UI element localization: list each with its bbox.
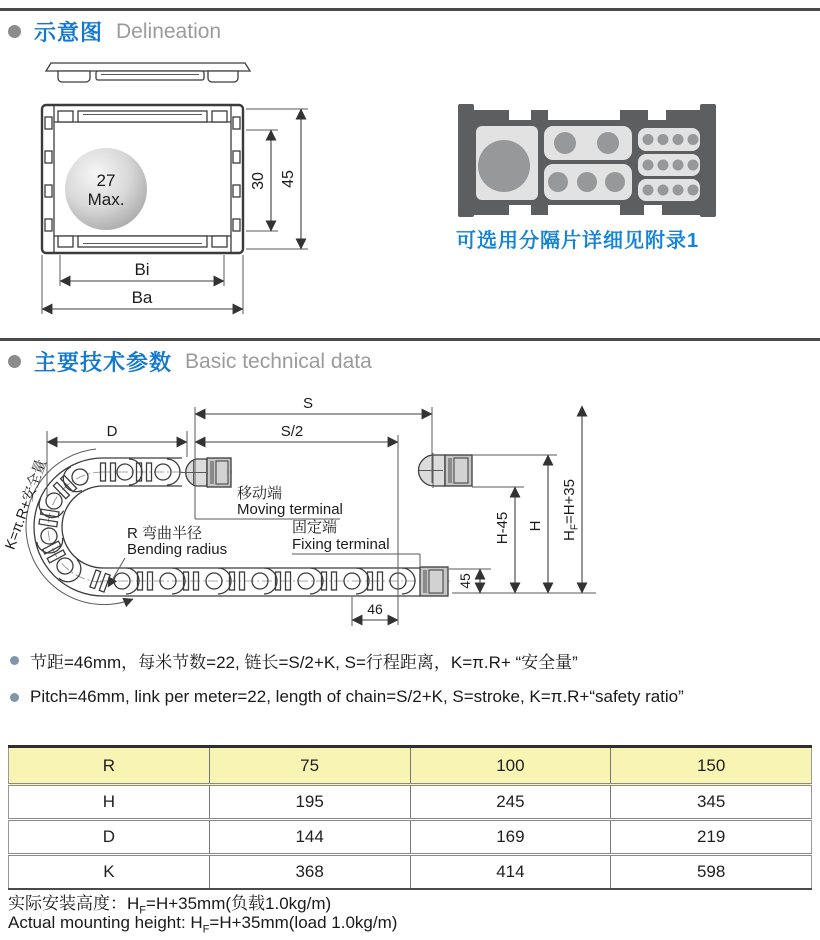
table-cell: 414 xyxy=(410,855,611,890)
table-header-cell: 75 xyxy=(209,747,410,785)
svg-text:Fixing terminal: Fixing terminal xyxy=(292,536,390,553)
moving-terminal-block xyxy=(181,458,231,487)
table-cell: 345 xyxy=(611,785,812,820)
section-divider xyxy=(0,338,820,341)
table-row xyxy=(9,820,812,855)
note-pitch-zh xyxy=(10,648,578,673)
svg-text:移动端: 移动端 xyxy=(237,485,283,502)
separator-graphic xyxy=(452,98,724,223)
table-header-cell: 150 xyxy=(611,747,812,785)
table-row xyxy=(9,785,812,820)
drag-chain-diagram xyxy=(0,385,820,640)
table-cell: 245 xyxy=(410,785,611,820)
svg-text:30: 30 xyxy=(250,172,267,190)
table-cell: K xyxy=(103,862,115,881)
lid-drawing xyxy=(46,63,250,82)
svg-text:R 弯曲半径: R 弯曲半径 xyxy=(127,525,203,542)
table-cell: H xyxy=(102,792,116,811)
terminal-labels xyxy=(108,485,420,587)
spec-table xyxy=(8,745,812,890)
note-text: 节距=46mm，每米节数=22, 链长=S/2+K, S=行程距离，K=π.R+ “安全量” xyxy=(30,653,578,672)
table-cell: D xyxy=(102,827,116,846)
svg-text:S: S xyxy=(302,395,314,412)
section-header-delineation xyxy=(8,16,221,47)
svg-text:S/2: S/2 xyxy=(280,423,304,440)
svg-text:Ba: Ba xyxy=(131,288,153,307)
height-dimensions xyxy=(352,406,596,626)
svg-text:45: 45 xyxy=(457,573,473,589)
svg-text:Bi: Bi xyxy=(134,260,150,279)
svg-text:45: 45 xyxy=(280,170,297,188)
section-title-en: Basic technical data xyxy=(185,349,372,373)
section-header-technical xyxy=(8,346,372,377)
frame-drawing xyxy=(42,105,243,253)
table-cell: 598 xyxy=(611,855,812,890)
k-formula-label: K=π.R+安全量 xyxy=(2,457,50,552)
svg-text:D: D xyxy=(106,423,118,440)
svg-text:固定端: 固定端 xyxy=(292,519,338,536)
section-title-zh: 示意图 xyxy=(34,20,104,45)
svg-text:Bending radius: Bending radius xyxy=(127,541,228,558)
ball-diameter-label: 27 xyxy=(96,171,116,190)
note-text: Pitch=46mm, link per meter=22, length of chain=S/2+K, S=stroke, K=π.R+“safety ratio” xyxy=(30,687,684,706)
fixing-terminal-block xyxy=(420,567,448,596)
section-bullet-icon xyxy=(8,355,21,368)
mounting-height-zh: 实际安装高度：$H_F=H+35mm$(负载1.0kg/m) xyxy=(8,894,332,917)
table-cell: 195 xyxy=(209,785,410,820)
table-header-cell: 100 xyxy=(410,747,611,785)
bullet-icon xyxy=(10,656,19,665)
cross-section-drawing xyxy=(20,55,320,320)
table-cell: 169 xyxy=(410,820,611,855)
table-row xyxy=(9,855,812,890)
separator-note: 可选用分隔片详细见附录1 xyxy=(456,230,700,252)
svg-text:H-45: H-45 xyxy=(494,511,511,545)
section-bullet-icon xyxy=(8,25,21,38)
table-cell: 144 xyxy=(209,820,410,855)
section-divider xyxy=(0,8,820,11)
table-cell: 368 xyxy=(209,855,410,890)
svg-text:HF=H+35: $H_F=H+35$ xyxy=(561,479,581,541)
section-title-zh: 主要技术参数 xyxy=(34,350,173,375)
ball-max-label: Max. xyxy=(87,190,125,209)
bullet-icon xyxy=(10,693,19,702)
table-cell: 219 xyxy=(611,820,812,855)
note-pitch-en xyxy=(10,687,684,707)
table-header-cell: R xyxy=(9,747,210,785)
moving-terminal-stroke-end xyxy=(419,453,473,488)
table-header-row xyxy=(9,747,812,785)
svg-text:H: H xyxy=(527,520,544,532)
svg-text:46: 46 xyxy=(367,601,383,617)
section-title-en: Delineation xyxy=(116,19,222,43)
mounting-height-en: Actual mounting height: $H_F=H+35mm(load$ 1.0kg/m) xyxy=(8,913,398,936)
svg-text:Moving terminal: Moving terminal xyxy=(237,501,343,518)
